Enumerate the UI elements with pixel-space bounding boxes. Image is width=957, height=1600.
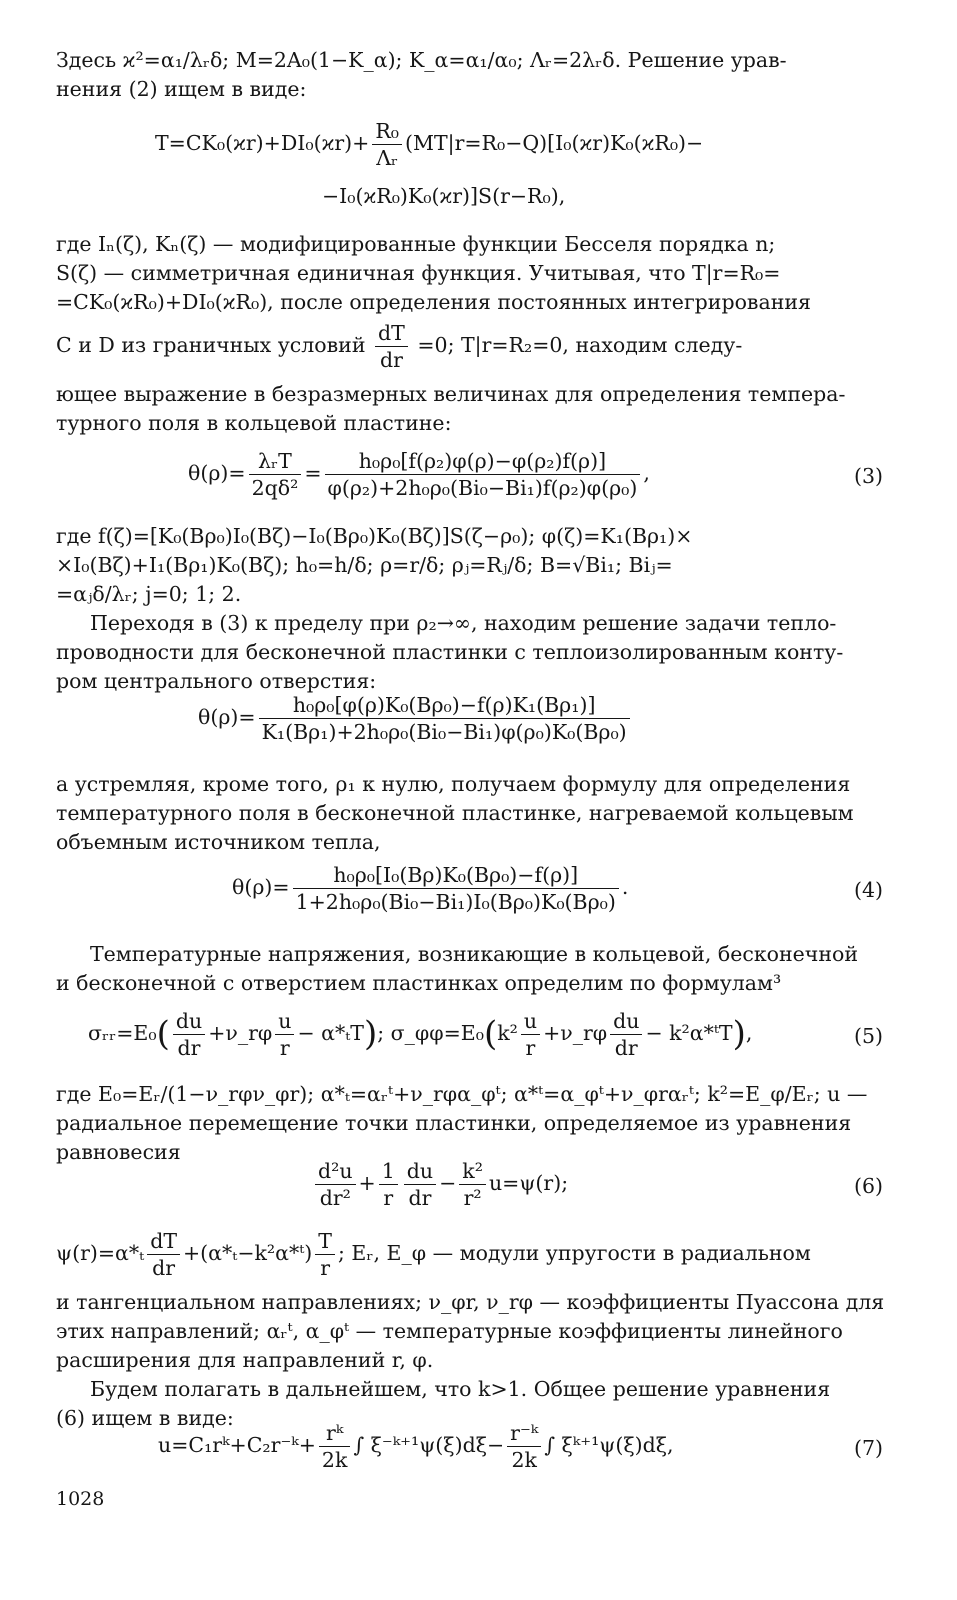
text-line: где f(ζ)=[K₀(Bρ₀)I₀(Bζ)−I₀(Bρ₀)K₀(Bζ)]S(ζ−ρ₀); φ(ζ)=K₁(Bρ₁)× — [56, 524, 693, 548]
page-number: 1028 — [56, 1488, 105, 1510]
equation-3: θ(ρ)= $\frac{\text{λᵣT}}{\text{2qδ²}}$ = $\frac{\text{h₀ρ₀[f(ρ₂)φ(ρ)−φ(ρ₂)f(ρ)]}}{\text{φ(ρ₂)+2h₀ρ₀(Bi₀−Bi₁)f(ρ₂)φ(ρ₀)}}$ , — [188, 449, 650, 500]
text-line: объемным источником тепла, — [56, 830, 381, 854]
text-line: и бесконечной с отверстием пластинках определим по формулам³ — [56, 971, 782, 995]
boundary-conditions-line: C и D из граничных условий $\frac{dT}{dr}$ =0; T|r=R₂=0, находим следу- — [56, 321, 743, 372]
equation-part: (MT|r=R₀−Q)[I₀(ϰr)K₀(ϰR₀)− — [405, 131, 704, 155]
text-line: =αⱼδ/λᵣ; j=0; 1; 2. — [56, 582, 242, 606]
text-line: радиальное перемещение точки пластинки, определяемое из уравнения — [56, 1111, 852, 1135]
paragraph-dimensionless — [56, 380, 884, 438]
text-line: и тангенциальном направлениях; ν_φr, ν_rφ — коэффициенты Пуассона для — [56, 1290, 885, 1314]
text-line: а устремляя, кроме того, ρ₁ к нулю, получаем формулу для определения — [56, 772, 851, 796]
equation-4: θ(ρ)= $\frac{\text{h₀ρ₀[I₀(Bρ)K₀(Bρ₀)−f(ρ)]}}{\text{1+2h₀ρ₀(Bi₀−Bi₁)I₀(Bρ₀)K₀(Bρ₀)}}$ . — [232, 863, 629, 914]
paragraph-directions — [56, 1288, 884, 1433]
text-line: где E₀=Eᵣ/(1−ν_rφν_φr); α*ₜ=αᵣᵗ+ν_rφα_φᵗ; α*ᵗ=α_φᵗ+ν_φrαᵣᵗ; k²=E_φ/Eᵣ; u — — [56, 1082, 868, 1106]
equation-solution-form — [155, 118, 703, 171]
paragraph-moduli — [56, 1080, 884, 1167]
text-line: Переходя в (3) к пределу при ρ₂→∞, находим решение задачи тепло- — [90, 611, 837, 635]
text-line: ×I₀(Bζ)+I₁(Bρ₁)K₀(Bζ); h₀=h/δ; ρ=r/δ; ρⱼ=Rⱼ/δ; B=√Bi₁; Biⱼ= — [56, 553, 673, 577]
text-line: температурного поля в бесконечной пластинке, нагреваемой кольцевым — [56, 801, 854, 825]
paragraph-bessel — [56, 230, 884, 317]
paragraph-stresses — [56, 940, 884, 998]
text-line: проводности для бесконечной пластинки с теплоизолированным конту- — [56, 640, 844, 664]
equation-number: (5) — [853, 1024, 883, 1048]
text-line: (6) ищем в виде: — [56, 1406, 234, 1430]
psi-definition: ψ(r)=α*ₜ $\frac{dT}{dr}$ +(α*ₜ−k²α*ᵗ) $\frac{T}{r}$ ; Eᵣ, E_φ — модули упругости в радиальном — [56, 1229, 811, 1280]
paragraph-definitions — [56, 522, 884, 696]
equation-6: $\frac{\text{d²u}}{\text{dr²}}$ + $\frac{1}{r}$ $\frac{du}{dr}$ − $\frac{\text{k²}}{\text{r²}}$ u=ψ(r); — [312, 1158, 568, 1211]
text-line: равновесия — [56, 1140, 181, 1164]
equation-number: (6) — [853, 1174, 883, 1198]
equation-5: σᵣᵣ=E₀( $\frac{du}{dr}$ +ν_rφ $\frac{u}{r}$ − α*ₜT); σ_φφ=E₀(k² $\frac{u}{r}$ +ν_rφ $\frac{du}{dr}$ − k²α*ᵗT), — [88, 1009, 753, 1060]
text-line: ром центрального отверстия: — [56, 669, 377, 693]
equation-part: T=CK₀(ϰr)+DI₀(ϰr)+ — [155, 131, 370, 155]
paragraph-limit — [56, 770, 884, 857]
text-line: Температурные напряжения, возникающие в кольцевой, бесконечной — [90, 942, 858, 966]
text-line: турного поля в кольцевой пластине: — [56, 411, 452, 435]
equation-number: (3) — [853, 464, 883, 488]
fraction: $\frac{\text{R₀}}{\text{Λᵣ}}$ — [372, 118, 402, 171]
text-line: нения (2) ищем в виде: — [56, 77, 307, 101]
equation-infinite-with-hole: θ(ρ)= $\frac{\text{h₀ρ₀[φ(ρ)K₀(Bρ₀)−f(ρ)K₁(Bρ₁)]}}{\text{K₁(Bρ₁)+2h₀ρ₀(Bi₀−Bi₁)φ(ρ₀)K₀(Bρ₀)}}$ — [198, 692, 633, 745]
equation-solution-form-cont: −I₀(ϰR₀)K₀(ϰr)]S(r−R₀), — [322, 184, 566, 208]
text-line: расширения для направлений r, φ. — [56, 1348, 434, 1372]
equation-number: (4) — [853, 878, 883, 902]
text-line: Здесь ϰ²=α₁/λᵣδ; M=2A₀(1−K_α); K_α=α₁/α₀; Λᵣ=2λᵣδ. Решение урав- — [56, 48, 787, 72]
text-line: этих направлений; αᵣᵗ, α_φᵗ — температурные коэффициенты линейного — [56, 1319, 843, 1343]
fraction-dT-dr: $\frac{dT}{dr}$ — [375, 320, 408, 373]
text-line: Будем полагать в дальнейшем, что k>1. Общее решение уравнения — [90, 1377, 831, 1401]
text-line: ющее выражение в безразмерных величинах для определения темпера- — [56, 382, 846, 406]
equation-number: (7) — [853, 1436, 883, 1460]
text-line: S(ζ) — симметричная единичная функция. Учитывая, что T|r=R₀= — [56, 261, 781, 285]
text-line: где Iₙ(ζ), Kₙ(ζ) — модифицированные функции Бесселя порядка n; — [56, 232, 776, 256]
paragraph-intro — [56, 46, 884, 104]
equation-7: u=C₁rᵏ+C₂r⁻ᵏ+ $\frac{\text{rᵏ}}{2k}$ ∫ ξ⁻ᵏ⁺¹ψ(ξ)dξ− $\frac{\text{r⁻ᵏ}}{2k}$ ∫ ξᵏ⁺¹ψ(ξ)dξ, — [158, 1421, 674, 1472]
text-line: =CK₀(ϰR₀)+DI₀(ϰR₀), после определения постоянных интегрирования — [56, 290, 811, 314]
